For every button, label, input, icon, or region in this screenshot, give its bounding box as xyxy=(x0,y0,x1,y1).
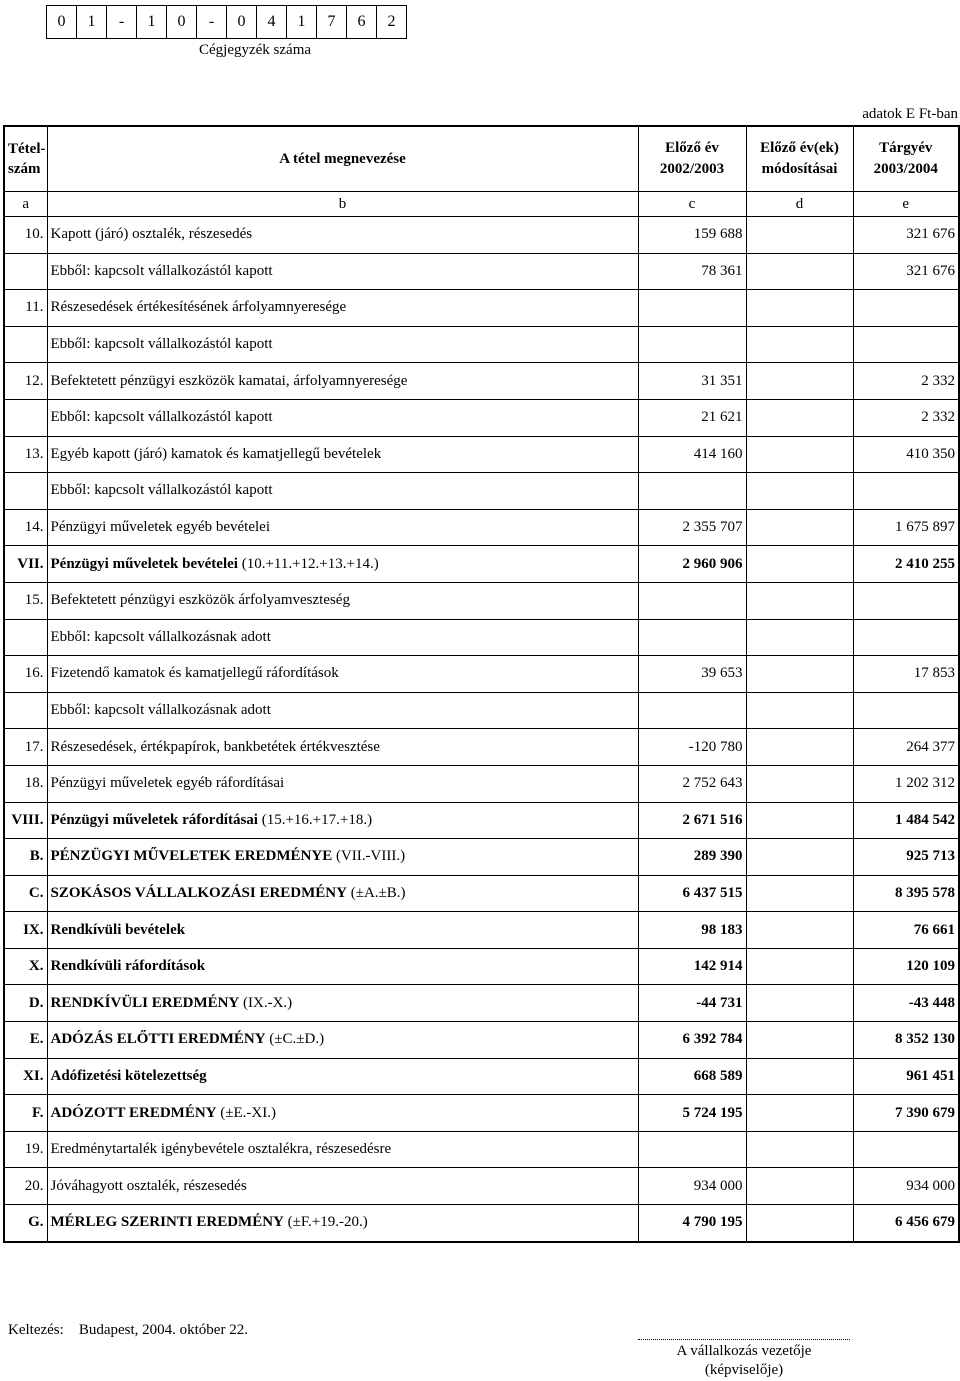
row-item-number: VII. xyxy=(4,546,47,583)
row-item-name xyxy=(47,875,638,912)
registry-digit: 1 xyxy=(137,6,167,39)
table-row xyxy=(4,985,959,1022)
row-item-label: ADÓZÁS ELŐTTI EREDMÉNY xyxy=(50,1031,266,1048)
row-current-year-value xyxy=(853,1131,959,1168)
table-row xyxy=(4,326,959,363)
row-item-number: 13. xyxy=(4,436,47,473)
row-item-label: Pénzügyi műveletek egyéb ráfordításai xyxy=(50,775,285,792)
row-item-label: Ebből: kapcsolt vállalkozásnak adott xyxy=(50,702,271,719)
row-previous-year-value: 98 183 xyxy=(638,912,746,949)
row-item-name xyxy=(47,436,638,473)
registry-number-label: Cégjegyzék száma xyxy=(198,42,312,58)
registry-digit: 4 xyxy=(257,6,287,39)
row-item-name xyxy=(47,692,638,729)
row-previous-year-value xyxy=(638,619,746,656)
row-adjustment-value xyxy=(746,948,853,985)
table-row xyxy=(4,619,959,656)
row-item-label: Pénzügyi műveletek bevételei xyxy=(50,555,238,572)
row-item-label: Befektetett pénzügyi eszközök árfolyamveszteség xyxy=(50,592,350,609)
row-current-year-value xyxy=(853,619,959,656)
row-current-year-value xyxy=(853,473,959,510)
signature-line xyxy=(638,1339,850,1340)
row-previous-year-value: 414 160 xyxy=(638,436,746,473)
row-adjustment-value xyxy=(746,692,853,729)
registry-digit: 7 xyxy=(317,6,347,39)
letter-e: e xyxy=(853,192,959,217)
registry-digit: 1 xyxy=(287,6,317,39)
signature-caption xyxy=(638,1342,850,1380)
row-previous-year-value xyxy=(638,1131,746,1168)
row-item-label: Ebből: kapcsolt vállalkozástól kapott xyxy=(50,336,273,353)
row-current-year-value xyxy=(853,326,959,363)
row-item-name xyxy=(47,253,638,290)
row-previous-year-value: 5 724 195 xyxy=(638,1095,746,1132)
table-row xyxy=(4,948,959,985)
row-adjustment-value xyxy=(746,1205,853,1242)
row-previous-year-value xyxy=(638,582,746,619)
row-item-number: E. xyxy=(4,1022,47,1059)
row-item-number: F. xyxy=(4,1095,47,1132)
row-item-formula: (10.+11.+12.+13.+14.) xyxy=(237,555,379,572)
registry-number-boxes xyxy=(46,5,407,39)
row-current-year-value: 76 661 xyxy=(853,912,959,949)
row-item-name xyxy=(47,1022,638,1059)
table-row xyxy=(4,473,959,510)
row-item-label: Fizetendő kamatok és kamatjellegű ráfordítások xyxy=(50,665,339,682)
row-adjustment-value xyxy=(746,582,853,619)
row-current-year-value xyxy=(853,692,959,729)
row-item-label: Rendkívüli bevételek xyxy=(50,921,186,938)
row-item-name xyxy=(47,217,638,254)
table-row xyxy=(4,253,959,290)
registry-digit: 0 xyxy=(47,6,77,39)
row-current-year-value: 1 675 897 xyxy=(853,509,959,546)
row-item-name xyxy=(47,1058,638,1095)
table-row xyxy=(4,436,959,473)
letter-b: b xyxy=(47,192,638,217)
row-item-name xyxy=(47,912,638,949)
row-previous-year-value: -44 731 xyxy=(638,985,746,1022)
table-row xyxy=(4,546,959,583)
registry-digit: 6 xyxy=(347,6,377,39)
row-item-number: VIII. xyxy=(4,802,47,839)
row-previous-year-value: 934 000 xyxy=(638,1168,746,1205)
row-item-label: Rendkívüli ráfordítások xyxy=(50,958,206,975)
row-adjustment-value xyxy=(746,765,853,802)
letter-d: d xyxy=(746,192,853,217)
row-current-year-value: 321 676 xyxy=(853,217,959,254)
row-item-name xyxy=(47,582,638,619)
row-item-number: B. xyxy=(4,839,47,876)
row-current-year-value: 2 332 xyxy=(853,399,959,436)
table-row xyxy=(4,765,959,802)
row-previous-year-value: 6 392 784 xyxy=(638,1022,746,1059)
letter-c: c xyxy=(638,192,746,217)
row-item-label: ADÓZOTT EREDMÉNY xyxy=(50,1104,217,1121)
row-item-name xyxy=(47,619,638,656)
row-item-name xyxy=(47,509,638,546)
row-item-label: Pénzügyi műveletek egyéb bevételei xyxy=(50,519,270,536)
row-current-year-value: 6 456 679 xyxy=(853,1205,959,1242)
row-item-label: Ebből: kapcsolt vállalkozástól kapott xyxy=(50,262,273,279)
table-row xyxy=(4,290,959,327)
row-previous-year-value xyxy=(638,326,746,363)
signature-role: A vállalkozás vezetője xyxy=(676,1343,812,1359)
row-current-year-value: -43 448 xyxy=(853,985,959,1022)
row-item-label: SZOKÁSOS VÁLLALKOZÁSI EREDMÉNY xyxy=(50,884,347,901)
table-row xyxy=(4,875,959,912)
row-previous-year-value: 2 671 516 xyxy=(638,802,746,839)
row-current-year-value: 7 390 679 xyxy=(853,1095,959,1132)
row-item-number: 20. xyxy=(4,1168,47,1205)
column-letters-row xyxy=(4,192,959,217)
row-previous-year-value: 78 361 xyxy=(638,253,746,290)
row-previous-year-value: 4 790 195 xyxy=(638,1205,746,1242)
row-adjustment-value xyxy=(746,290,853,327)
row-item-name xyxy=(47,839,638,876)
row-previous-year-value: 142 914 xyxy=(638,948,746,985)
row-current-year-value: 17 853 xyxy=(853,656,959,693)
row-item-label: Ebből: kapcsolt vállalkozásnak adott xyxy=(50,628,271,645)
row-item-number: 15. xyxy=(4,582,47,619)
row-current-year-value: 1 484 542 xyxy=(853,802,959,839)
date-line xyxy=(8,1322,248,1339)
table-row xyxy=(4,912,959,949)
unit-note: adatok E Ft-ban xyxy=(862,106,958,122)
table-row xyxy=(4,656,959,693)
row-adjustment-value xyxy=(746,1168,853,1205)
row-previous-year-value: 2 355 707 xyxy=(638,509,746,546)
row-item-name xyxy=(47,1168,638,1205)
table-row xyxy=(4,839,959,876)
row-adjustment-value xyxy=(746,326,853,363)
row-previous-year-value: 6 437 515 xyxy=(638,875,746,912)
row-adjustment-value xyxy=(746,729,853,766)
header-previous-year: Előző év 2002/2003 xyxy=(638,126,746,192)
row-current-year-value: 961 451 xyxy=(853,1058,959,1095)
row-item-name xyxy=(47,326,638,363)
row-current-year-value: 321 676 xyxy=(853,253,959,290)
row-adjustment-value xyxy=(746,436,853,473)
registry-digit: 2 xyxy=(377,6,407,39)
row-item-number xyxy=(4,399,47,436)
row-adjustment-value xyxy=(746,217,853,254)
row-item-number: 19. xyxy=(4,1131,47,1168)
table-row xyxy=(4,509,959,546)
row-current-year-value: 120 109 xyxy=(853,948,959,985)
row-current-year-value xyxy=(853,582,959,619)
table-row xyxy=(4,399,959,436)
row-item-number: 11. xyxy=(4,290,47,327)
row-adjustment-value xyxy=(746,875,853,912)
row-item-label: Adófizetési kötelezettség xyxy=(50,1067,207,1084)
row-item-name xyxy=(47,546,638,583)
row-adjustment-value xyxy=(746,619,853,656)
table-header-row xyxy=(4,126,959,192)
row-adjustment-value xyxy=(746,802,853,839)
row-previous-year-value: 39 653 xyxy=(638,656,746,693)
table-row xyxy=(4,1058,959,1095)
row-previous-year-value: 21 621 xyxy=(638,399,746,436)
row-adjustment-value xyxy=(746,985,853,1022)
row-item-number xyxy=(4,692,47,729)
row-current-year-value: 1 202 312 xyxy=(853,765,959,802)
row-adjustment-value xyxy=(746,912,853,949)
row-item-label: Ebből: kapcsolt vállalkozástól kapott xyxy=(50,409,273,426)
row-item-formula: (±F.+19.-20.) xyxy=(283,1214,368,1231)
table-row xyxy=(4,1168,959,1205)
row-item-name xyxy=(47,399,638,436)
row-item-label: RENDKÍVÜLI EREDMÉNY xyxy=(50,994,240,1011)
row-adjustment-value xyxy=(746,253,853,290)
table-row xyxy=(4,582,959,619)
table-row xyxy=(4,802,959,839)
table-row xyxy=(4,1095,959,1132)
header-current-year: Tárgyév 2003/2004 xyxy=(853,126,959,192)
row-item-name xyxy=(47,656,638,693)
row-item-name xyxy=(47,802,638,839)
row-item-number: X. xyxy=(4,948,47,985)
row-item-label: Eredménytartalék igénybevétele osztalékra, részesedésre xyxy=(50,1141,392,1158)
table-row xyxy=(4,217,959,254)
row-adjustment-value xyxy=(746,1058,853,1095)
row-current-year-value: 410 350 xyxy=(853,436,959,473)
row-item-label: Ebből: kapcsolt vállalkozástól kapott xyxy=(50,482,273,499)
row-previous-year-value: 159 688 xyxy=(638,217,746,254)
row-previous-year-value xyxy=(638,473,746,510)
registry-digit: - xyxy=(197,6,227,39)
header-item-name: A tétel megnevezése xyxy=(47,126,638,192)
row-item-name xyxy=(47,363,638,400)
table-row xyxy=(4,363,959,400)
table-row xyxy=(4,729,959,766)
row-item-number: 18. xyxy=(4,765,47,802)
row-current-year-value: 925 713 xyxy=(853,839,959,876)
row-item-name xyxy=(47,1205,638,1242)
row-item-name xyxy=(47,948,638,985)
row-item-label: MÉRLEG SZERINTI EREDMÉNY xyxy=(50,1214,284,1231)
registry-digit: 1 xyxy=(77,6,107,39)
registry-digit: 0 xyxy=(227,6,257,39)
row-item-name xyxy=(47,1131,638,1168)
letter-a: a xyxy=(4,192,47,217)
row-current-year-value: 2 332 xyxy=(853,363,959,400)
row-item-number xyxy=(4,253,47,290)
row-previous-year-value xyxy=(638,290,746,327)
row-item-label: Egyéb kapott (járó) kamatok és kamatjellegű bevételek xyxy=(50,445,382,462)
row-adjustment-value xyxy=(746,546,853,583)
row-item-label: Részesedések, értékpapírok, bankbetétek értékvesztése xyxy=(50,738,380,755)
row-item-formula: (±E.-XI.) xyxy=(216,1104,276,1121)
row-item-name xyxy=(47,290,638,327)
table-row xyxy=(4,1131,959,1168)
row-item-number xyxy=(4,326,47,363)
row-item-name xyxy=(47,985,638,1022)
row-item-number: D. xyxy=(4,985,47,1022)
row-previous-year-value: 2 960 906 xyxy=(638,546,746,583)
row-previous-year-value: 289 390 xyxy=(638,839,746,876)
row-item-number: XI. xyxy=(4,1058,47,1095)
row-item-formula: (±A.±B.) xyxy=(346,884,406,901)
row-current-year-value: 934 000 xyxy=(853,1168,959,1205)
row-adjustment-value xyxy=(746,1131,853,1168)
row-item-label: Részesedések értékesítésének árfolyamnyeresége xyxy=(50,299,347,316)
row-adjustment-value xyxy=(746,839,853,876)
row-adjustment-value xyxy=(746,473,853,510)
row-item-number: G. xyxy=(4,1205,47,1242)
table-row xyxy=(4,692,959,729)
row-item-label: Pénzügyi műveletek ráfordításai xyxy=(50,811,258,828)
row-adjustment-value xyxy=(746,1095,853,1132)
row-item-name xyxy=(47,473,638,510)
date-label: Keltezés: xyxy=(8,1322,64,1338)
row-item-number: 16. xyxy=(4,656,47,693)
date-value: Budapest, 2004. október 22. xyxy=(78,1322,248,1338)
row-adjustment-value xyxy=(746,509,853,546)
row-current-year-value: 264 377 xyxy=(853,729,959,766)
table-row xyxy=(4,1022,959,1059)
row-adjustment-value xyxy=(746,363,853,400)
row-item-number xyxy=(4,619,47,656)
row-item-number: 12. xyxy=(4,363,47,400)
signature-role-note: (képviselője) xyxy=(704,1362,784,1378)
row-adjustment-value xyxy=(746,656,853,693)
row-previous-year-value xyxy=(638,692,746,729)
row-adjustment-value xyxy=(746,399,853,436)
row-item-number xyxy=(4,473,47,510)
header-adjustments: Előző év(ek) módosításai xyxy=(746,126,853,192)
row-previous-year-value: 2 752 643 xyxy=(638,765,746,802)
row-current-year-value: 8 395 578 xyxy=(853,875,959,912)
row-item-number: 10. xyxy=(4,217,47,254)
row-previous-year-value: 31 351 xyxy=(638,363,746,400)
table-row xyxy=(4,1205,959,1242)
row-item-number: C. xyxy=(4,875,47,912)
row-item-number: IX. xyxy=(4,912,47,949)
row-previous-year-value: 668 589 xyxy=(638,1058,746,1095)
row-previous-year-value: -120 780 xyxy=(638,729,746,766)
row-item-label: Jóváhagyott osztalék, részesedés xyxy=(50,1177,247,1194)
row-item-label: Kapott (járó) osztalék, részesedés xyxy=(50,226,253,243)
row-item-name xyxy=(47,765,638,802)
income-statement-table xyxy=(3,125,960,1243)
registry-digit: 0 xyxy=(167,6,197,39)
row-item-number: 17. xyxy=(4,729,47,766)
registry-digit: - xyxy=(107,6,137,39)
row-item-number: 14. xyxy=(4,509,47,546)
header-item-number: Tétel- szám xyxy=(4,126,47,192)
row-current-year-value: 2 410 255 xyxy=(853,546,959,583)
row-current-year-value: 8 352 130 xyxy=(853,1022,959,1059)
row-item-formula: (VII.-VIII.) xyxy=(332,848,406,865)
row-current-year-value xyxy=(853,290,959,327)
row-item-name xyxy=(47,1095,638,1132)
row-item-label: PÉNZÜGYI MŰVELETEK EREDMÉNYE xyxy=(50,848,333,865)
row-item-name xyxy=(47,729,638,766)
row-adjustment-value xyxy=(746,1022,853,1059)
row-item-formula: (IX.-X.) xyxy=(239,994,293,1011)
row-item-label: Befektetett pénzügyi eszközök kamatai, árfolyamnyeresége xyxy=(50,372,408,389)
row-item-formula: (15.+16.+17.+18.) xyxy=(257,811,373,828)
row-item-formula: (±C.±D.) xyxy=(265,1031,325,1048)
